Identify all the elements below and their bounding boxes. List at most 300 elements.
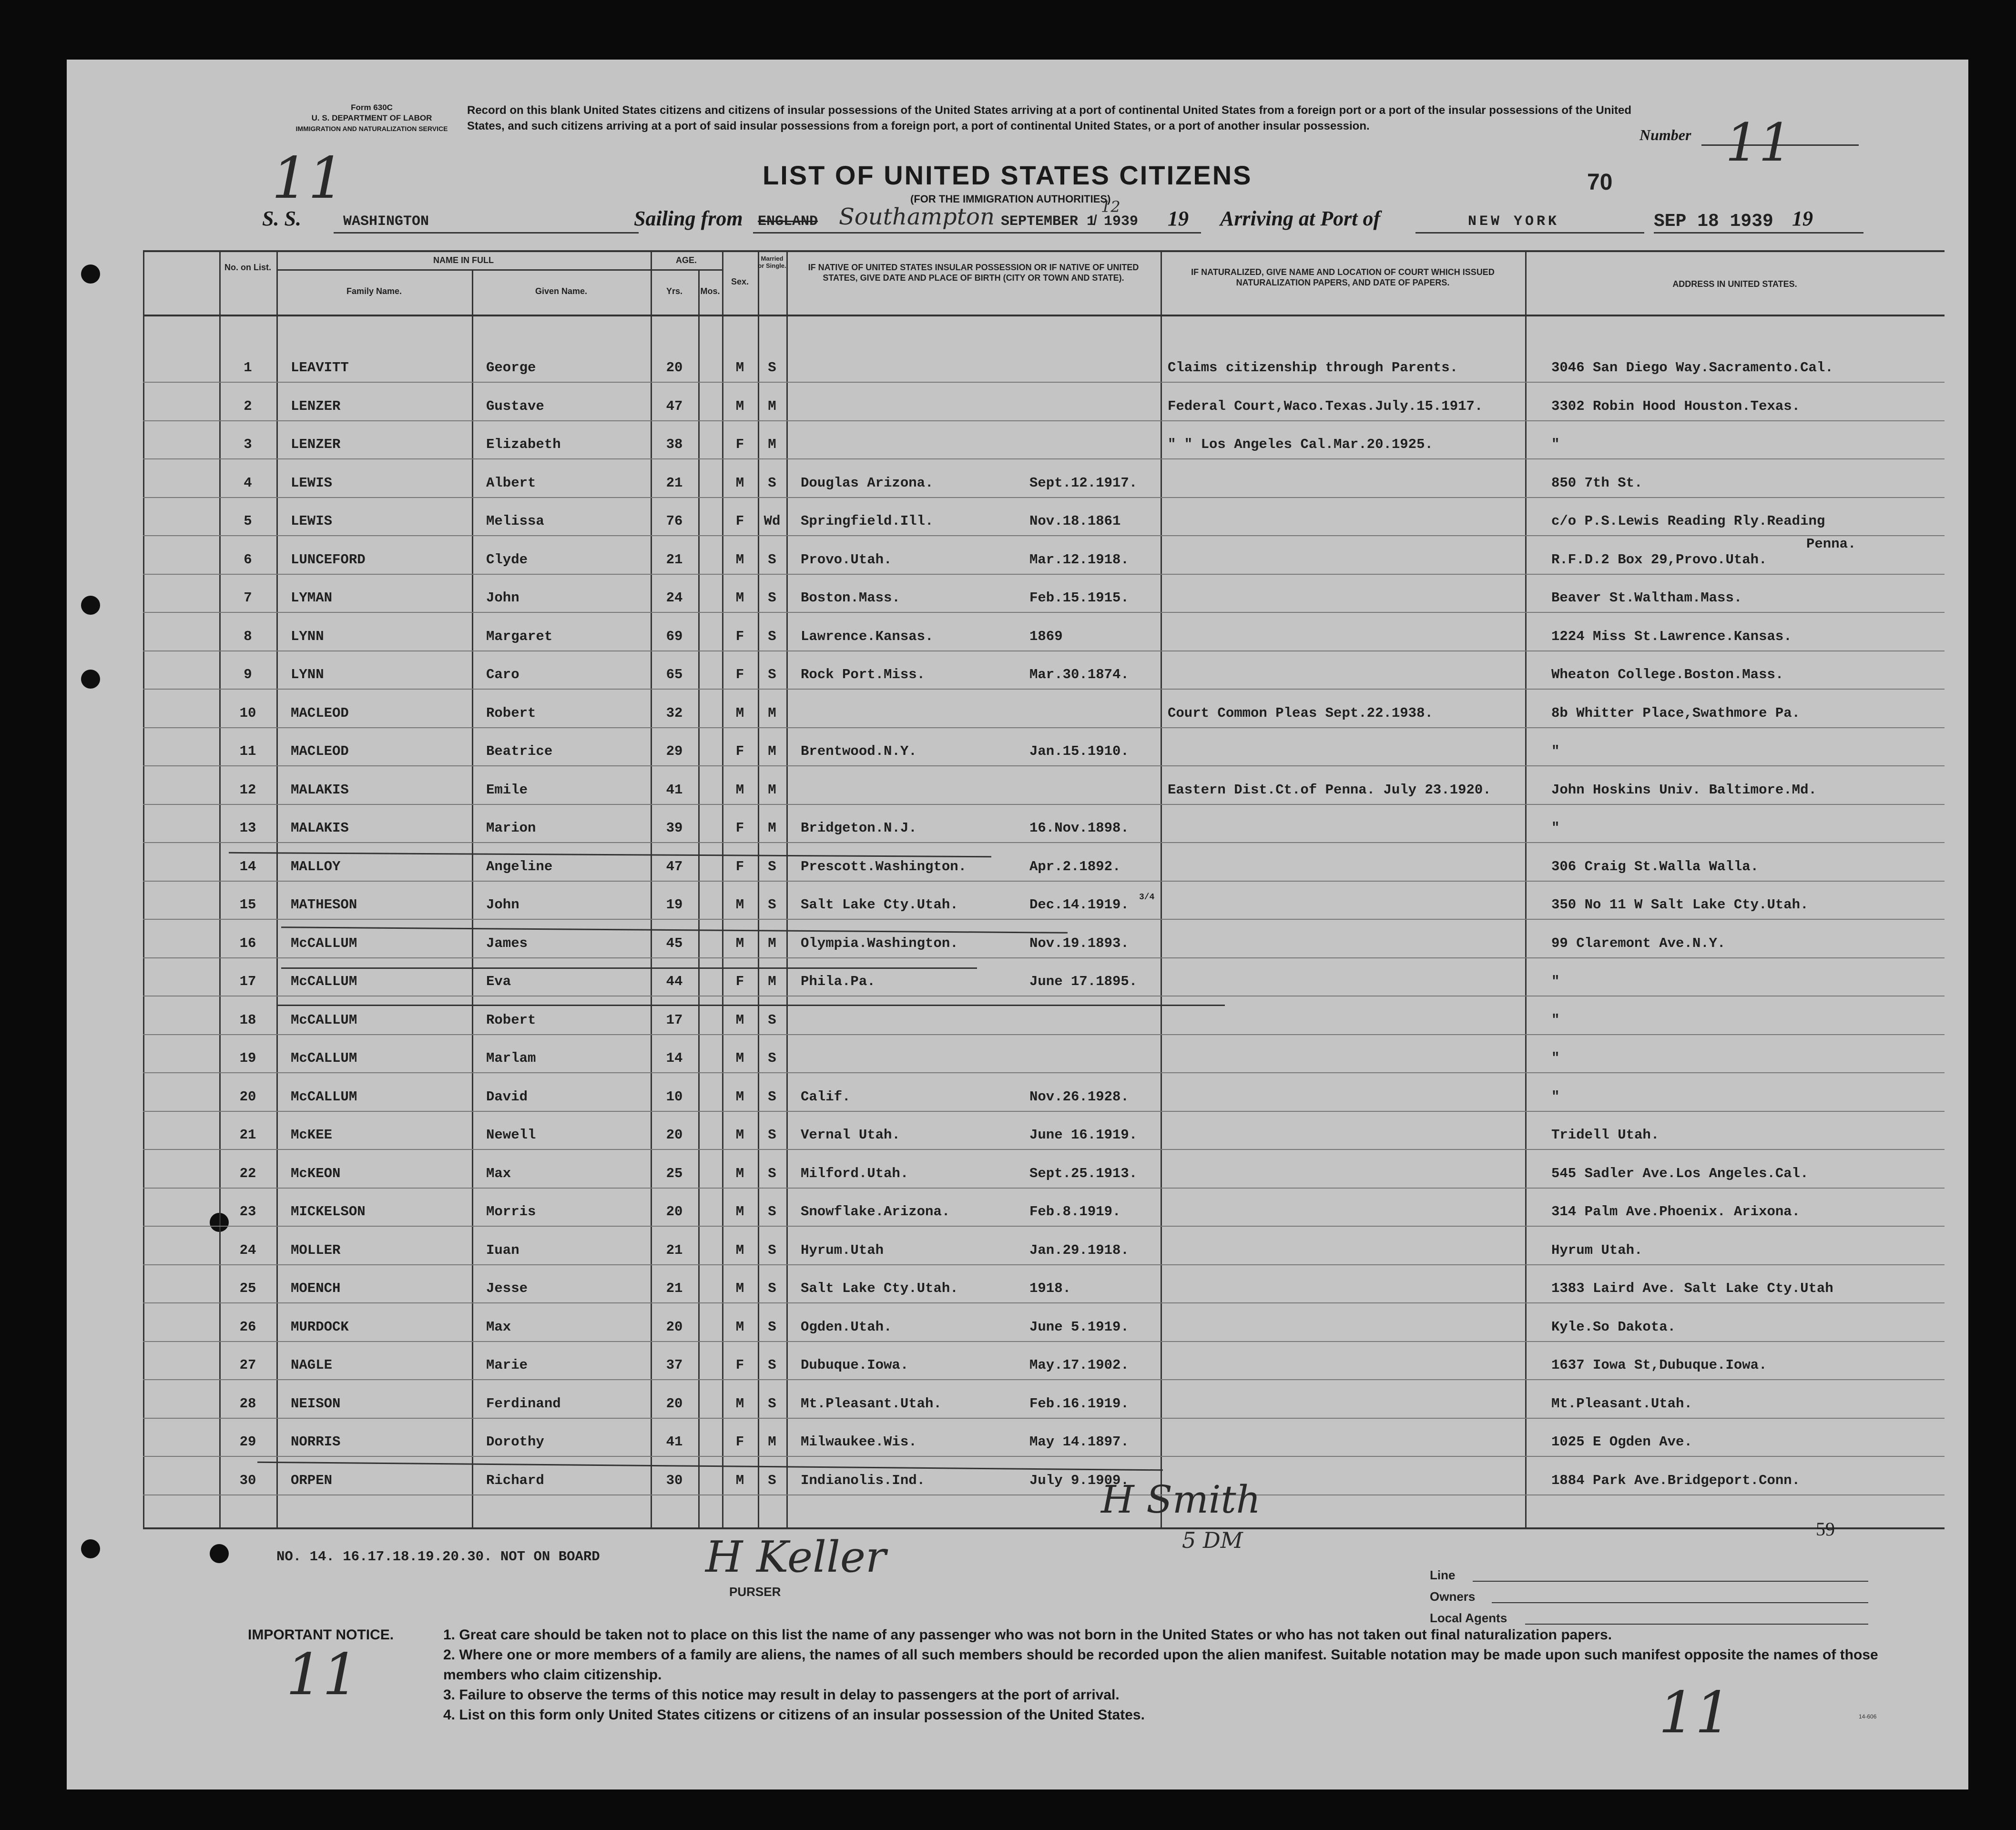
cell-place: Snowflake.Arizona.	[801, 1204, 950, 1220]
arrival-stamp: SEP 18 1939	[1654, 211, 1773, 232]
cell-age: 41	[666, 782, 683, 798]
sailing-label: Sailing from	[634, 207, 743, 230]
number-label: Number	[1639, 126, 1691, 143]
cell-family: MOLLER	[291, 1242, 341, 1258]
cell-age: 69	[666, 628, 683, 644]
purser-label: PURSER	[729, 1585, 781, 1599]
cell-age: 14	[666, 1050, 683, 1066]
cell-ms: M	[768, 743, 776, 759]
cell-addr: Mt.Pleasant.Utah.	[1551, 1395, 1692, 1412]
cell-given: Robert	[486, 705, 536, 721]
cell-date: June 16.1919.	[1029, 1127, 1138, 1143]
cell-addr: 3302 Robin Hood Houston.Texas.	[1551, 398, 1801, 414]
cell-given: Clyde	[486, 551, 528, 568]
cell-no: 8	[244, 628, 252, 644]
cell-date: Mar.12.1918.	[1029, 551, 1129, 568]
cell-no: 3	[244, 437, 252, 452]
cell-addr: "	[1551, 743, 1560, 759]
header-birth: IF NATIVE OF UNITED STATES INSULAR POSSESSION OR IF NATIVE OF UNITED STATES, GIVE DATE AND PLACE OF BIRTH (CITY OR TOWN AND STATE).	[808, 263, 1139, 283]
smith-initials: 5 DM	[1182, 1527, 1243, 1553]
list-number: 70	[1587, 170, 1613, 195]
cell-given: David	[486, 1088, 528, 1105]
cell-ms: S	[768, 551, 776, 568]
strike-line	[276, 1005, 1225, 1006]
hand-mark-right-bottom: 11	[1659, 1680, 1731, 1746]
cell-sex: M	[735, 398, 744, 414]
cell-place: Rock Port.Miss.	[801, 667, 926, 682]
notice-3: 3. Failure to observe the terms of this notice may result in delay to passengers at the port of arrival.	[443, 1687, 1120, 1703]
cell-addr: 850 7th St.	[1551, 475, 1643, 491]
top-notice: Record on this blank United States citizens and citizens of insular possessions of the United States arriving at a port of continental United States from a foreign port or a port of the insular possessions of the United States, and such citizens arriving at a port of said insular possessions from a foreign port, a port of continental United States, or a port of another insular possession.	[467, 104, 1632, 132]
cell-ms: S	[768, 360, 776, 376]
cell-sex: M	[735, 360, 744, 376]
cell-addr: 314 Palm Ave.Phoenix. Arixona.	[1551, 1204, 1801, 1220]
cell-given: John	[486, 897, 519, 913]
cell-sex: F	[735, 1434, 744, 1450]
cell-given: James	[486, 935, 528, 951]
cell-date: 1918.	[1029, 1281, 1071, 1296]
important-notice-label: IMPORTANT NOTICE.	[248, 1627, 394, 1643]
cell-sex: M	[735, 1204, 744, 1220]
arriving-label: Arriving at Port of	[1220, 207, 1381, 230]
service: IMMIGRATION AND NATURALIZATION SERVICE	[295, 125, 448, 132]
binder-hole	[210, 1544, 229, 1563]
print-code: 14-606	[1859, 1713, 1877, 1720]
ss-label: S. S.	[262, 207, 301, 230]
cell-age: 20	[666, 1204, 683, 1220]
sailing-date: SEPTEMBER 1̸ 1939	[1001, 214, 1139, 230]
cell-nat: " " Los Angeles Cal.Mar.20.1925.	[1168, 437, 1433, 452]
cell-age: 29	[666, 743, 683, 759]
strike-line	[281, 967, 977, 969]
cell-no: 28	[239, 1395, 256, 1412]
cell-given: Beatrice	[486, 743, 553, 759]
cell-ms: S	[768, 1242, 776, 1258]
cell-ms: M	[768, 705, 776, 721]
cell-given: George	[486, 360, 536, 376]
cell-date: 1869	[1029, 628, 1063, 644]
sheet-number-hand: 11	[272, 145, 345, 212]
cell-age: 37	[666, 1357, 683, 1373]
cell-ms: S	[768, 858, 776, 874]
cell-date: June 5.1919.	[1029, 1319, 1129, 1335]
cell-ms: S	[768, 1204, 776, 1220]
cell-no: 4	[244, 475, 252, 491]
cell-addr: c/o P.S.Lewis Reading Rly.Reading	[1551, 513, 1825, 529]
cell-age: 20	[666, 1319, 683, 1335]
cell-family: MALAKIS	[291, 782, 349, 798]
header-sex: Sex.	[731, 277, 749, 286]
address-continuation: Penna.	[1806, 536, 1856, 552]
cell-addr: 1637 Iowa St,Dubuque.Iowa.	[1551, 1357, 1767, 1373]
cell-date: Nov.19.1893.	[1029, 935, 1129, 951]
cell-addr: 8b Whitter Place,Swathmore Pa.	[1551, 705, 1801, 721]
cell-addr: "	[1551, 1012, 1560, 1028]
cell-no: 20	[239, 1088, 256, 1105]
cell-no: 14	[239, 858, 256, 874]
binder-hole	[81, 264, 100, 284]
cell-given: Richard	[486, 1472, 544, 1488]
cell-date: Sept.12.1917.	[1029, 475, 1138, 491]
cell-place: Dubuque.Iowa.	[801, 1357, 909, 1373]
cell-addr: John Hoskins Univ. Baltimore.Md.	[1551, 782, 1817, 798]
cell-age: 47	[666, 398, 683, 414]
cell-no: 5	[244, 513, 252, 529]
cell-age: 32	[666, 705, 683, 721]
cell-ms: M	[768, 935, 776, 951]
cell-age: 47	[666, 858, 683, 874]
cell-date: Feb.16.1919.	[1029, 1395, 1129, 1412]
cell-addr: "	[1551, 974, 1560, 989]
form-id: Form 630C	[351, 103, 393, 112]
cell-addr: 1383 Laird Ave. Salt Lake Cty.Utah	[1551, 1281, 1833, 1296]
agents-label: Local Agents	[1430, 1611, 1507, 1625]
cell-age: 76	[666, 513, 683, 529]
cell-addr: 306 Craig St.Walla Walla.	[1551, 858, 1759, 874]
cell-no: 17	[239, 974, 256, 989]
cell-no: 23	[239, 1204, 256, 1220]
cell-family: McKEE	[291, 1127, 333, 1143]
cell-age: 10	[666, 1088, 683, 1105]
smith-signature: H Smith	[1101, 1477, 1261, 1522]
cell-ms: S	[768, 475, 776, 491]
cell-given: Elizabeth	[486, 437, 561, 452]
cell-addr: Beaver St.Waltham.Mass.	[1551, 590, 1742, 606]
cell-date: June 17.1895.	[1029, 974, 1138, 989]
cell-no: 11	[239, 743, 256, 759]
cell-addr: Tridell Utah.	[1551, 1127, 1660, 1143]
cell-given: Morris	[486, 1204, 536, 1220]
cell-family: LYMAN	[291, 590, 333, 606]
cell-age: 21	[666, 1242, 683, 1258]
cell-family: LENZER	[291, 437, 341, 452]
cell-addr: "	[1551, 1050, 1560, 1066]
cell-place: Olympia.Washington.	[801, 935, 958, 951]
cell-place: Salt Lake Cty.Utah.	[801, 1281, 958, 1296]
cell-date: Sept.25.1913.	[1029, 1165, 1138, 1181]
cell-age: 20	[666, 1395, 683, 1412]
cell-sex: F	[735, 667, 744, 682]
cell-family: McCALLUM	[291, 974, 357, 989]
cell-ms: M	[768, 1434, 776, 1450]
line-label: Line	[1430, 1568, 1456, 1582]
cell-ms: S	[768, 590, 776, 606]
cell-sex: M	[735, 1012, 744, 1028]
cell-sex: M	[735, 590, 744, 606]
strike-line	[257, 1462, 1163, 1471]
cell-ms: S	[768, 1319, 776, 1335]
cell-no: 1	[244, 360, 252, 376]
cell-place: Phila.Pa.	[801, 974, 876, 989]
cell-nat: Federal Court,Waco.Texas.July.15.1917.	[1168, 398, 1483, 414]
cell-no: 2	[244, 398, 252, 414]
cell-age: 44	[666, 974, 683, 989]
cell-family: LEWIS	[291, 475, 333, 491]
cell-sex: M	[735, 1319, 744, 1335]
cell-family: LUNCEFORD	[291, 551, 366, 568]
cell-no: 16	[239, 935, 256, 951]
date-fraction: 3/4	[1139, 893, 1155, 902]
cell-no: 30	[239, 1472, 256, 1488]
cell-date: 16.Nov.1898.	[1029, 820, 1129, 836]
cell-place: Salt Lake Cty.Utah.	[801, 897, 958, 913]
cell-family: ORPEN	[291, 1472, 333, 1488]
cell-age: 41	[666, 1434, 683, 1450]
cell-given: Marie	[486, 1357, 528, 1373]
cell-age: 17	[666, 1012, 683, 1028]
cell-family: MACLEOD	[291, 743, 349, 759]
cell-ms: S	[768, 1472, 776, 1488]
cell-given: John	[486, 590, 519, 606]
cell-ms: M	[768, 398, 776, 414]
cell-no: 19	[239, 1050, 256, 1066]
header-yrs: Yrs.	[666, 286, 683, 296]
cell-family: NEISON	[291, 1395, 341, 1412]
cell-sex: F	[735, 513, 744, 529]
cell-sex: F	[735, 1357, 744, 1373]
cell-family: LEAVITT	[291, 360, 349, 376]
cell-family: McCALLUM	[291, 1050, 357, 1066]
cell-given: Emile	[486, 782, 528, 798]
cell-date: Feb.8.1919.	[1029, 1204, 1121, 1220]
cell-place: Milford.Utah.	[801, 1165, 909, 1181]
cell-ms: S	[768, 628, 776, 644]
cell-given: Margaret	[486, 628, 553, 644]
cell-sex: F	[735, 628, 744, 644]
cell-addr: 1025 E Ogden Ave.	[1551, 1434, 1692, 1450]
cell-given: Marlam	[486, 1050, 536, 1066]
cell-place: Ogden.Utah.	[801, 1319, 892, 1335]
cell-given: Robert	[486, 1012, 536, 1028]
cell-place: Prescott.Washington.	[801, 858, 967, 874]
notice-1: 1. Great care should be taken not to place on this list the name of any passenger who was not born in the United States or who has not taken out final naturalization papers.	[443, 1627, 1612, 1643]
cell-family: NORRIS	[291, 1434, 341, 1450]
cell-no: 15	[239, 897, 256, 913]
cell-ms: S	[768, 1088, 776, 1105]
cell-nat: Claims citizenship through Parents.	[1168, 360, 1458, 376]
cell-given: Max	[486, 1319, 511, 1335]
cell-place: Brentwood.N.Y.	[801, 743, 917, 759]
cell-age: 45	[666, 935, 683, 951]
cell-sex: M	[735, 475, 744, 491]
header-married: Married or Single.	[758, 255, 786, 269]
header-mos: Mos.	[700, 286, 720, 296]
cell-no: 6	[244, 551, 252, 568]
cell-sex: F	[735, 858, 744, 874]
header-naturalized: IF NATURALIZED, GIVE NAME AND LOCATION OF COURT WHICH ISSUED NATURALIZATION PAPERS, AND DATE OF PAPERS.	[1191, 267, 1495, 287]
cell-family: McCALLUM	[291, 935, 357, 951]
cell-place: Vernal Utah.	[801, 1127, 900, 1143]
cell-sex: M	[735, 897, 744, 913]
header-age: AGE.	[675, 255, 697, 265]
cell-date: Nov.18.1861	[1029, 513, 1121, 529]
cell-family: NAGLE	[291, 1357, 333, 1373]
cell-place: Indianolis.Ind.	[801, 1472, 926, 1488]
cell-ms: S	[768, 1357, 776, 1373]
cell-age: 25	[666, 1165, 683, 1181]
cell-given: Albert	[486, 475, 536, 491]
cell-place: Lawrence.Kansas.	[801, 628, 934, 644]
cell-age: 20	[666, 1127, 683, 1143]
cell-sex: M	[735, 1127, 744, 1143]
cell-date: Dec.14.1919.	[1029, 897, 1129, 913]
cell-ms: S	[768, 1127, 776, 1143]
cell-place: Boston.Mass.	[801, 590, 900, 606]
cell-addr: "	[1551, 820, 1560, 836]
cell-sex: F	[735, 743, 744, 759]
cell-family: LYNN	[291, 628, 324, 644]
cell-addr: Kyle.So Dakota.	[1551, 1319, 1676, 1335]
hand-mark-left-bottom: 11	[286, 1642, 359, 1708]
header-given: Given Name.	[535, 286, 588, 296]
cell-ms: M	[768, 974, 776, 989]
cell-no: 7	[244, 590, 252, 606]
strike-line	[281, 926, 1068, 934]
cell-no: 21	[239, 1127, 256, 1143]
cell-date: Jan.15.1910.	[1029, 743, 1129, 759]
cell-sex: M	[735, 1165, 744, 1181]
cell-given: Marion	[486, 820, 536, 836]
cell-sex: M	[735, 1281, 744, 1296]
binder-hole	[81, 596, 100, 615]
cell-family: MALLOY	[291, 858, 341, 874]
cell-sex: M	[735, 1050, 744, 1066]
cell-sex: F	[735, 974, 744, 989]
cell-sex: M	[735, 551, 744, 568]
cell-given: Gustave	[486, 398, 544, 414]
department: U. S. DEPARTMENT OF LABOR	[311, 113, 432, 122]
cell-no: 22	[239, 1165, 256, 1181]
cell-place: Mt.Pleasant.Utah.	[801, 1395, 942, 1412]
cell-sex: M	[735, 782, 744, 798]
cell-date: Nov.26.1928.	[1029, 1088, 1129, 1105]
cell-addr: "	[1551, 437, 1560, 452]
cell-ms: Wd	[764, 513, 781, 529]
arrival-year: 19	[1792, 207, 1813, 230]
cell-no: 13	[239, 820, 256, 836]
cell-given: Eva	[486, 974, 511, 989]
cell-sex: M	[735, 935, 744, 951]
cell-age: 24	[666, 590, 683, 606]
cell-no: 12	[239, 782, 256, 798]
cell-place: Calif.	[801, 1088, 851, 1105]
cell-no: 26	[239, 1319, 256, 1335]
cell-age: 20	[666, 360, 683, 376]
cell-addr: 350 No 11 W Salt Lake Cty.Utah.	[1551, 897, 1809, 913]
cell-ms: S	[768, 897, 776, 913]
strike-line	[229, 852, 991, 857]
notice-2: 2. Where one or more members of a family are aliens, the names of all such members should be recorded upon the alien manifest. Suitable notation may be made upon such manifest opposite the names of those members who claim citizenship.	[443, 1647, 1878, 1683]
cell-given: Angeline	[486, 858, 553, 874]
sailing-from-typed: ENGLAND	[758, 214, 818, 230]
cell-place: Hyrum.Utah	[801, 1242, 884, 1258]
cell-family: MALAKIS	[291, 820, 349, 836]
cell-date: Mar.30.1874.	[1029, 667, 1129, 682]
owners-label: Owners	[1430, 1589, 1476, 1604]
year-suffix: 19	[1168, 207, 1189, 230]
cell-no: 18	[239, 1012, 256, 1028]
number-value: 11	[1725, 112, 1792, 173]
cell-age: 19	[666, 897, 683, 913]
cell-age: 38	[666, 437, 683, 452]
cell-given: Newell	[486, 1127, 536, 1143]
cell-sex: F	[735, 820, 744, 836]
cell-place: Bridgeton.N.J.	[801, 820, 917, 836]
cell-age: 39	[666, 820, 683, 836]
cell-given: Ferdinand	[486, 1395, 561, 1412]
cell-family: MATHESON	[291, 897, 357, 913]
cell-ms: S	[768, 1012, 776, 1028]
notice-4: 4. List on this form only United States citizens or citizens of an insular possession of the United States.	[443, 1707, 1145, 1723]
binder-hole	[81, 670, 100, 689]
cell-family: McCALLUM	[291, 1088, 357, 1105]
cell-age: 21	[666, 1281, 683, 1296]
cell-family: McCALLUM	[291, 1012, 357, 1028]
port-name: NEW YORK	[1468, 214, 1560, 230]
cell-sex: M	[735, 1472, 744, 1488]
purser-signature: H Keller	[705, 1532, 886, 1582]
cell-sex: F	[735, 437, 744, 452]
cell-no: 24	[239, 1242, 256, 1258]
cell-date: Feb.15.1915.	[1029, 590, 1129, 606]
page-count: 59	[1816, 1518, 1835, 1540]
cell-no: 29	[239, 1434, 256, 1450]
cell-date: May 14.1897.	[1029, 1434, 1129, 1450]
ship-name: WASHINGTON	[343, 214, 429, 230]
cell-sex: M	[735, 705, 744, 721]
cell-ms: M	[768, 437, 776, 452]
cell-place: Milwaukee.Wis.	[801, 1434, 917, 1450]
cell-given: Jesse	[486, 1281, 528, 1296]
header-address: ADDRESS IN UNITED STATES.	[1672, 279, 1797, 289]
cell-given: Caro	[486, 667, 519, 682]
cell-date: May.17.1902.	[1029, 1357, 1129, 1373]
cell-place: Douglas Arizona.	[801, 475, 934, 491]
cell-given: Melissa	[486, 513, 544, 529]
cell-age: 21	[666, 551, 683, 568]
header-name-in-full: NAME IN FULL	[433, 255, 494, 265]
cell-place: Provo.Utah.	[801, 551, 892, 568]
cell-family: MACLEOD	[291, 705, 349, 721]
manifest-sheet	[67, 60, 1968, 1789]
page-title: LIST OF UNITED STATES CITIZENS	[763, 160, 1252, 190]
cell-age: 30	[666, 1472, 683, 1488]
cell-addr: Hyrum Utah.	[1551, 1242, 1643, 1258]
cell-family: LEWIS	[291, 513, 333, 529]
cell-addr: 1224 Miss St.Lawrence.Kansas.	[1551, 628, 1792, 644]
cell-addr: R.F.D.2 Box 29,Provo.Utah.	[1551, 551, 1767, 568]
cell-family: MURDOCK	[291, 1319, 349, 1335]
cell-addr: 1884 Park Ave.Bridgeport.Conn.	[1551, 1472, 1801, 1488]
cell-sex: M	[735, 1395, 744, 1412]
cell-family: MOENCH	[291, 1281, 341, 1296]
binder-hole	[81, 1539, 100, 1558]
cell-addr: 545 Sadler Ave.Los Angeles.Cal.	[1551, 1165, 1809, 1181]
cell-no: 10	[239, 705, 256, 721]
cell-age: 21	[666, 475, 683, 491]
cell-ms: S	[768, 1281, 776, 1296]
cell-no: 27	[239, 1357, 256, 1373]
cell-addr: 99 Claremont Ave.N.Y.	[1551, 935, 1726, 951]
cell-no: 9	[244, 667, 252, 682]
cell-family: LENZER	[291, 398, 341, 414]
cell-sex: M	[735, 1088, 744, 1105]
cell-family: McKEON	[291, 1165, 341, 1181]
header-no: No. on List.	[224, 263, 271, 272]
cell-given: Iuan	[486, 1242, 519, 1258]
cell-ms: M	[768, 782, 776, 798]
cell-ms: S	[768, 667, 776, 682]
